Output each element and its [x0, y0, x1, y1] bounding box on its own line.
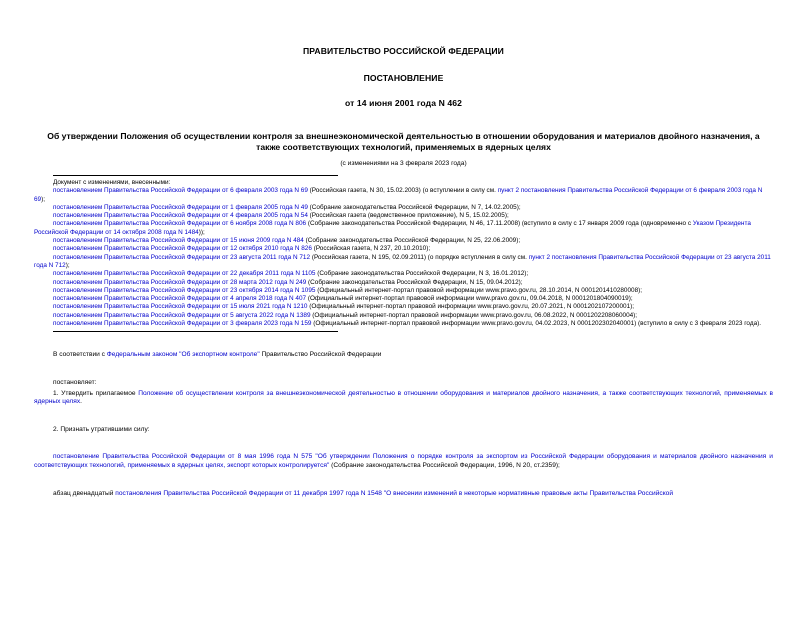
change-item: [34, 312, 773, 320]
change-source: (Собрание законодательства Российской Федерации, N 3, 16.01.2012);: [315, 270, 529, 278]
change-link[interactable]: постановлением Правительства Российской Федерации от 12 октября 2010 года N 826: [53, 245, 312, 253]
document-body: [34, 351, 773, 498]
text: абзац двенадцатый: [53, 489, 116, 497]
text: Правительство Российской Федерации: [259, 351, 382, 359]
change-link[interactable]: постановлением Правительства Российской Федерации от 6 февраля 2003 года N 69: [53, 187, 308, 195]
change-item: [34, 220, 773, 237]
change-source: (Официальный интернет-портал правовой информации www.pravo.gov.ru, 28.10.2014, N 0001201410280008);: [315, 286, 643, 294]
paragraph-repeal: 2. Признать утратившими силу:: [53, 425, 150, 433]
change-tail: );: [41, 195, 46, 203]
change-source: (Официальный интернет-портал правовой информации www.pravo.gov.ru, 20.07.2021, N 0001202107200001);: [307, 303, 635, 311]
change-link[interactable]: постановлением Правительства Российской Федерации от 28 марта 2012 года N 249: [53, 278, 307, 286]
changed-note: (с изменениями на 3 февраля 2023 года): [340, 160, 467, 167]
paragraph-repealed-clause: [34, 490, 773, 499]
change-link[interactable]: постановлением Правительства Российской Федерации от 15 июля 2021 года N 1210: [53, 303, 308, 311]
change-link[interactable]: постановлением Правительства Российской Федерации от 23 октября 2014 года N 1095: [53, 286, 316, 294]
text: В соответствии с: [53, 351, 107, 359]
document-date-number: от 14 июня 2001 года N 462: [344, 98, 463, 108]
change-tail: ));: [198, 228, 205, 236]
paragraph-approve: [34, 390, 773, 407]
document-page: [0, 46, 807, 617]
change-source: (Собрание законодательства Российской Федерации, N 15, 09.04.2012);: [306, 278, 523, 286]
change-link[interactable]: постановлением Правительства Российской Федерации от 3 февраля 2023 года N 159: [53, 320, 312, 328]
change-link[interactable]: постановлением Правительства Российской Федерации от 4 февраля 2005 года N 54: [53, 212, 308, 220]
paragraph-repealed-act: [34, 453, 773, 470]
change-source: (Российская газета (ведомственное приложение), N 5, 15.02.2005);: [307, 212, 509, 220]
repealed-act-link[interactable]: постановление Правительства Российской Федерации от 8 мая 1996 года N 575 "Об утверждении Положения о порядке контроля за экспортом из Российской Федерации оборудования и материалов двойного назначения и соответствующих технологий, применяемых в ядерных целях, экспорт которых контролируется": [34, 453, 773, 469]
document-type: ПОСТАНОВЛЕНИЕ: [363, 73, 444, 83]
change-effect-link[interactable]: пункт 2 постановления Правительства Российской Федерации от 23 августа 2011 года N 712: [34, 253, 771, 269]
change-source: (Собрание законодательства Российской Федерации, N 25, 22.06.2009);: [303, 237, 521, 245]
document-title: Об утверждении Положения об осуществлении контроля за внешнеэкономической деятельностью в отношении оборудования и материалов двойного назначения, а также соответствующих технологий, применяемых в ядерных целях: [47, 131, 760, 152]
change-link[interactable]: постановлением Правительства Российской Федерации от 4 апреля 2018 года N 407: [53, 295, 307, 303]
change-link[interactable]: постановлением Правительства Российской Федерации от 6 ноября 2008 года N 806: [53, 220, 307, 228]
change-link[interactable]: постановлением Правительства Российской Федерации от 22 декабря 2011 года N 1105: [53, 270, 316, 278]
change-item: [34, 270, 773, 278]
change-item: [34, 287, 773, 295]
change-source: (Официальный интернет-портал правовой информации www.pravo.gov.ru, 04.02.2023, N 0001202302040001) (вступило в силу с 3 февраля 2023 года).: [311, 320, 762, 328]
change-tail: );: [65, 261, 70, 269]
change-source: (Российская газета, N 237, 20.10.2010);: [311, 245, 431, 253]
government-name: ПРАВИТЕЛЬСТВО РОССИЙСКОЙ ФЕДЕРАЦИИ: [303, 46, 504, 56]
change-link[interactable]: постановлением Правительства Российской Федерации от 23 августа 2011 года N 712: [53, 253, 311, 261]
change-effect-link[interactable]: пункт 2 постановления Правительства Российской Федерации от 6 февраля 2003 года N 69: [34, 187, 763, 203]
divider-bottom: [53, 331, 338, 332]
changes-intro: Документ с изменениями, внесенными:: [53, 179, 171, 186]
text: (Собрание законодательства Российской Федерации, 1996, N 20, ст.2359);: [329, 461, 560, 469]
change-source: (Российская газета, N 30, 15.02.2003) (о вступлении в силу см.: [307, 187, 498, 195]
change-item: [34, 204, 773, 212]
change-item: [34, 320, 773, 328]
regulation-link[interactable]: Положение об осуществлении контроля за внешнеэкономической деятельностью в отношении оборудования и материалов двойного назначения, а также соответствующих технологий, применяемых в ядерных целях: [34, 389, 773, 406]
change-source: (Российская газета, N 195, 02.09.2011) (о порядке вступления в силу см.: [310, 253, 529, 261]
change-link[interactable]: постановлением Правительства Российской Федерации от 15 июня 2009 года N 484: [53, 237, 304, 245]
change-item: [34, 254, 773, 271]
change-item: [34, 303, 773, 311]
change-item: [34, 187, 773, 204]
paragraph-basis: [34, 351, 773, 360]
text: .: [80, 398, 82, 406]
change-item: [34, 245, 773, 253]
changes-block: [34, 179, 773, 328]
change-link[interactable]: постановлением Правительства Российской Федерации от 5 августа 2022 года N 1389: [53, 311, 311, 319]
change-effect-link[interactable]: Указом Президента Российской Федерации от 14 октября 2008 года N 1484: [34, 220, 751, 236]
text: 1. Утвердить прилагаемое: [53, 389, 139, 397]
change-item: [34, 279, 773, 287]
change-source: (Официальный интернет-портал правовой информации www.pravo.gov.ru, 06.08.2022, N 0001202208060004);: [310, 311, 638, 319]
change-source: (Собрание законодательства Российской Федерации, N 7, 14.02.2005);: [307, 203, 521, 211]
change-source: (Официальный интернет-портал правовой информации www.pravo.gov.ru, 09.04.2018, N 0001201804090019);: [306, 295, 633, 303]
paragraph-resolves: постановляет:: [53, 378, 97, 386]
law-link[interactable]: Федеральным законом "Об экспортном контроле": [106, 351, 260, 359]
change-source: (Собрание законодательства Российской Федерации, N 46, 17.11.2008) (вступило в силу с 17 января 2009 года (одновременно с: [306, 220, 693, 228]
divider-top: [53, 175, 338, 176]
change-link[interactable]: постановлением Правительства Российской Федерации от 1 февраля 2005 года N 49: [53, 203, 308, 211]
repealed-clause-link[interactable]: постановления Правительства Российской Федерации от 11 декабря 1997 года N 1548 "О внесении изменений в некоторые нормативные правовые акты Правительства Российской: [115, 489, 674, 497]
